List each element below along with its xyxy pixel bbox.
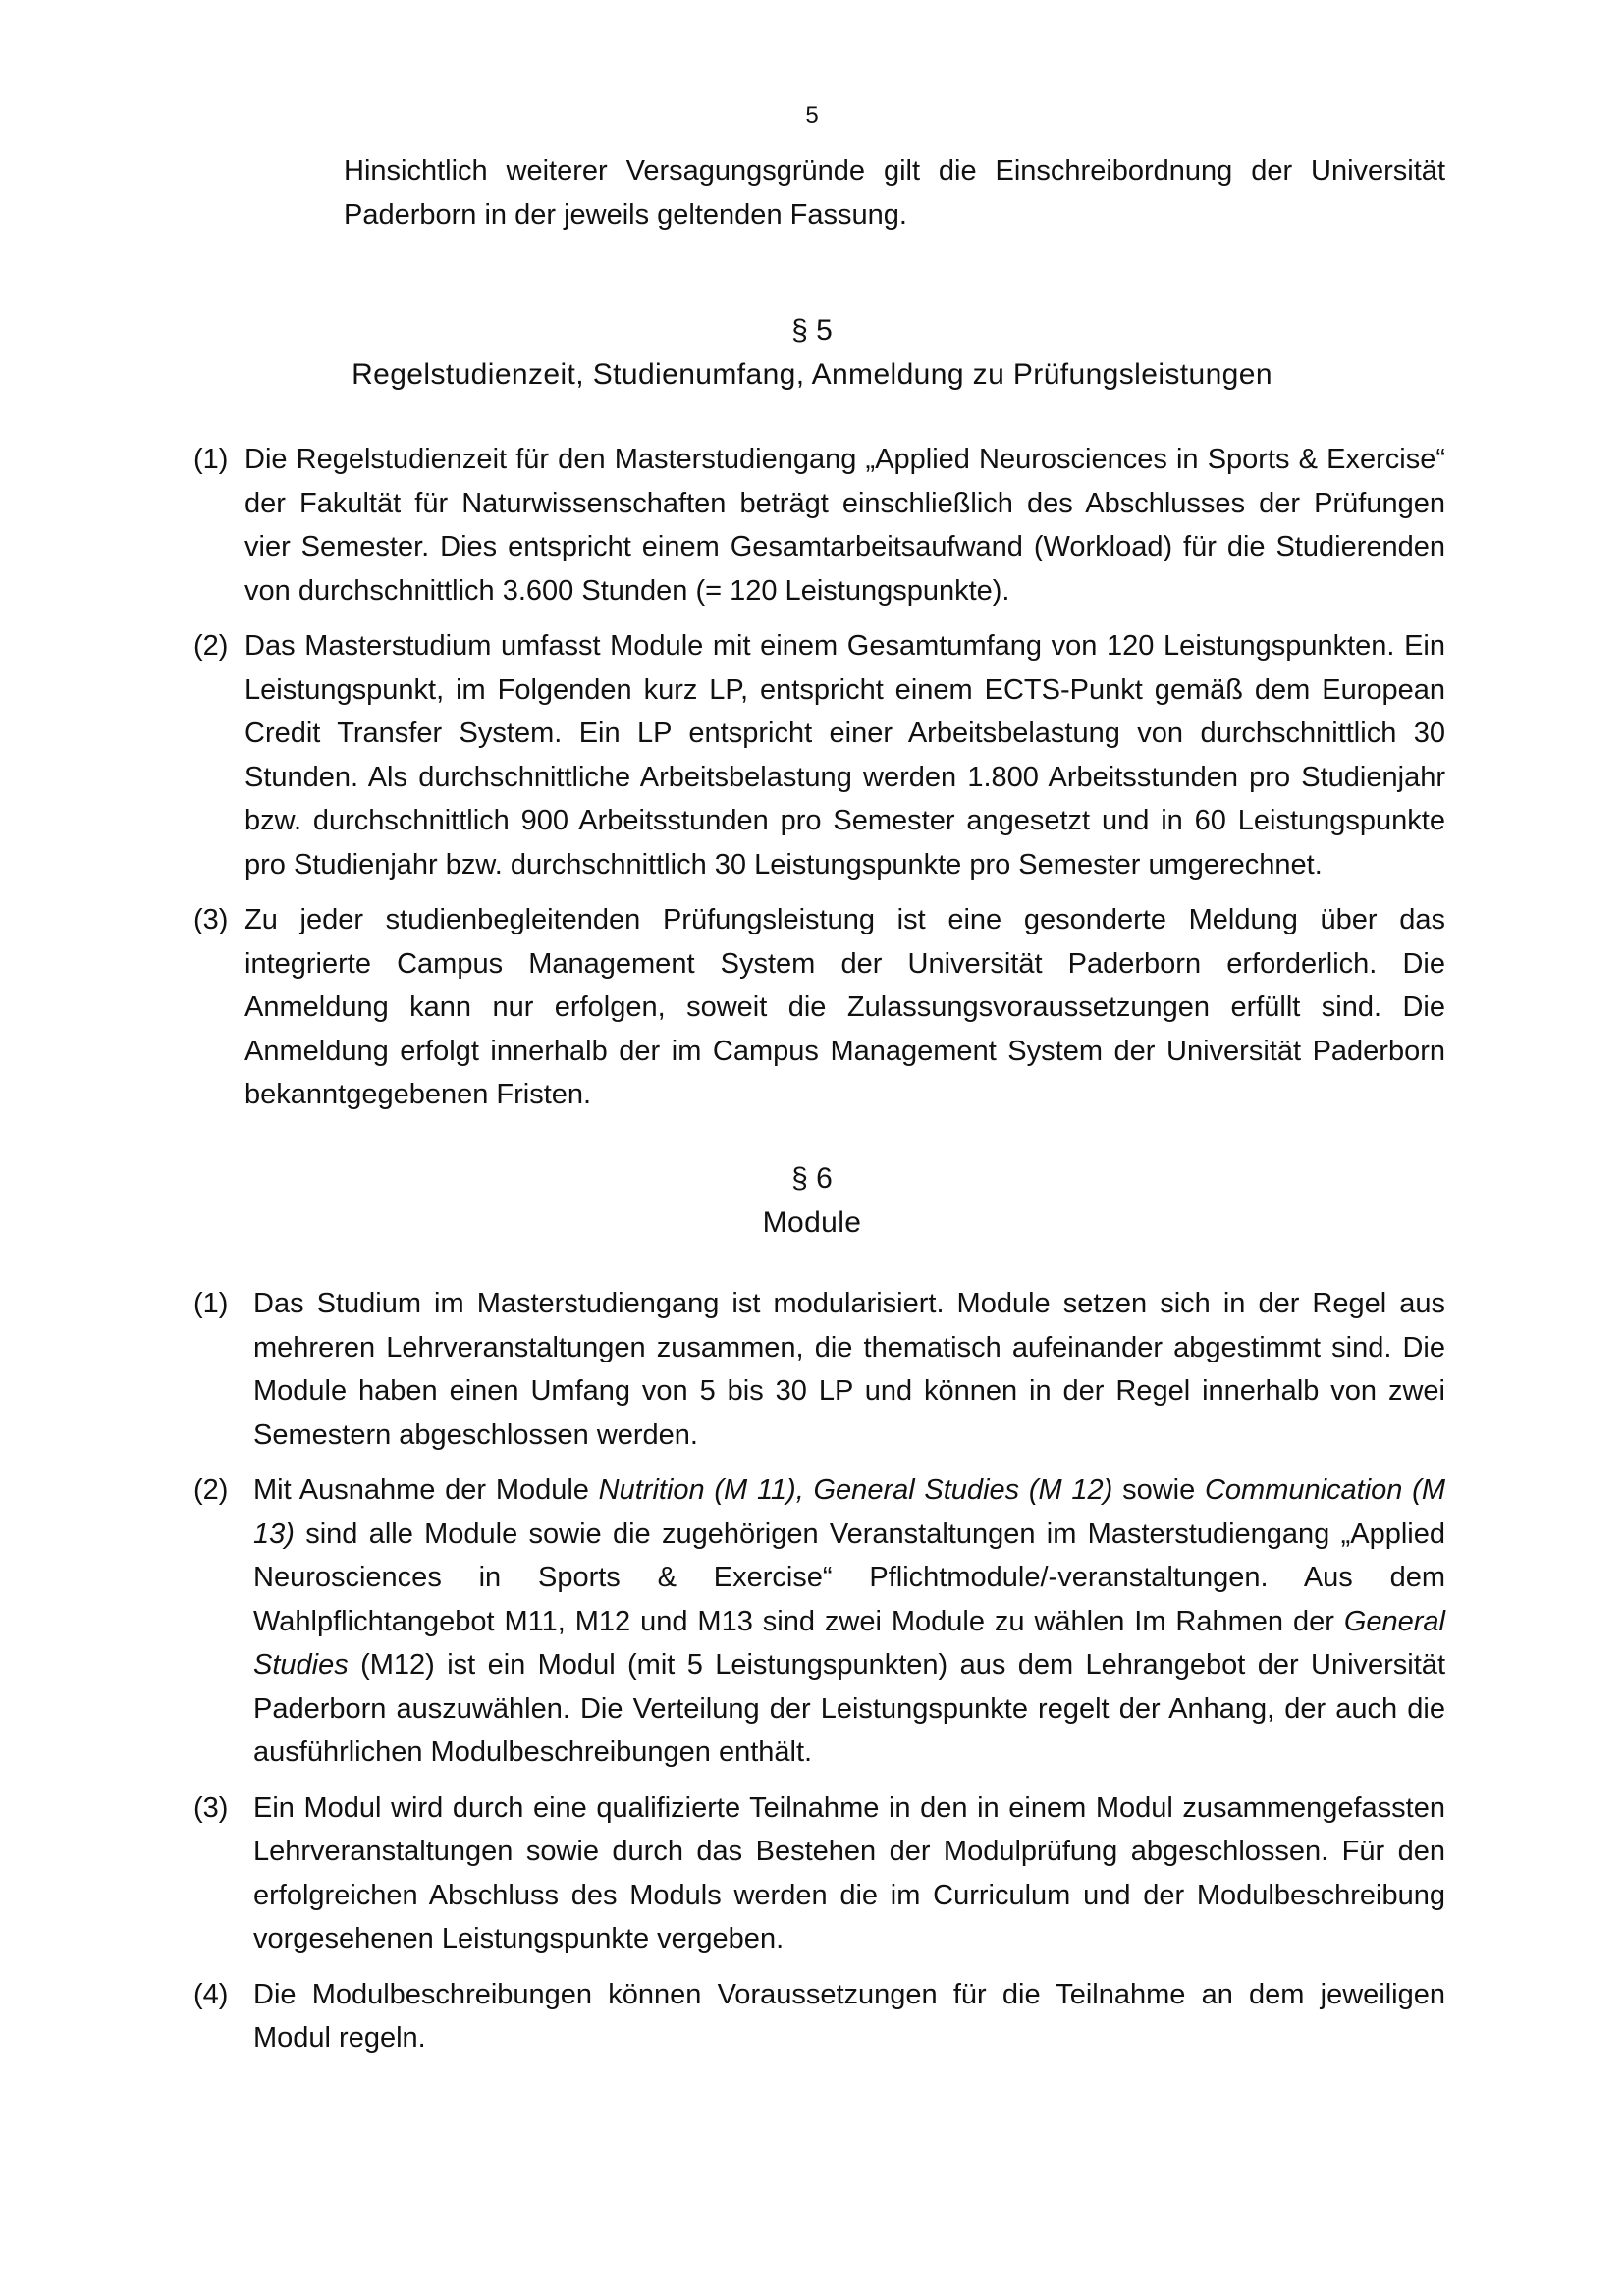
module-reference-nutrition-general-studies: Nutrition (M 11), General Studies (M 12): [598, 1474, 1113, 1506]
section-6-heading: [0, 1156, 1624, 1245]
item-text-part: sind alle Module sowie die zugehörigen Veranstaltungen im Masterstudiengang „Applied Neurosciences in Sports & Exercise“ Pflichtmodule/-veranstaltungen. Aus dem Wahlpflichtangebot M11, M12 und M13 sind zwei Module zu wählen Im Rahmen der: [253, 1518, 1445, 1637]
item-text-part: sowie: [1112, 1474, 1205, 1506]
item-number: (2): [193, 1474, 229, 1506]
item-number: (1): [193, 1288, 229, 1319]
section-5-item-1: [193, 438, 1445, 613]
item-number: (3): [193, 1791, 229, 1824]
item-text: Die Modulbeschreibungen können Voraussetzungen für die Teilnahme an dem jeweiligen Modul regeln.: [253, 1978, 1445, 2054]
item-text-part: Mit Ausnahme der Module: [253, 1474, 599, 1506]
item-number: (4): [193, 1978, 229, 2010]
section-5-heading: [0, 308, 1624, 397]
intro-paragraph: Hinsichtlich weiterer Versagungsgründe gilt die Einschreibordnung der Universität Paderborn in der jeweils geltenden Fassung.: [344, 155, 1445, 231]
section-6-item-2: [193, 1468, 1445, 1775]
item-text: Zu jeder studienbegleitenden Prüfungsleistung ist eine gesonderte Meldung über das integrierte Campus Management System der Universität Paderborn erforderlich. Die Anmeldung kann nur erfolgen, soweit die Zulassungsvoraussetzungen erfüllt sind. Die Anmeldung erfolgt innerhalb der im Campus Management System der Universität Paderborn bekanntgegebenen Fristen.: [244, 904, 1445, 1110]
item-text: Die Regelstudienzeit für den Masterstudiengang „Applied Neurosciences in Sports & Exercise“ der Fakultät für Naturwissenschaften beträgt einschließlich des Abschlusses der Prüfungen vier Semester. Dies entspricht einem Gesamtarbeitsaufwand (Workload) für die Studierenden von durchschnittlich 3.600 Stunden (= 120 Leistungspunkte).: [244, 444, 1445, 607]
section-6-item-1: [193, 1282, 1445, 1457]
item-text: Ein Modul wird durch eine qualifizierte Teilnahme in den in einem Modul zusammengefassten Lehrveranstaltungen sowie durch das Bestehen der Modulprüfung abgeschlossen. Für den erfolgreichen Abschluss des Moduls werden die im Curriculum und der Modulbeschreibung vorgesehenen Leistungspunkte vergeben.: [253, 1791, 1445, 1954]
item-text-part: (M12) ist ein Modul (mit 5 Leistungspunkten) aus dem Lehrangebot der Universität Paderborn auszuwählen. Die Verteilung der Leistungspunkte regelt der Anhang, der auch die ausführlichen Modulbeschreibungen enthält.: [253, 1649, 1445, 1768]
item-text: Das Studium im Masterstudiengang ist modularisiert. Module setzen sich in der Regel aus mehreren Lehrveranstaltungen zusammen, die thematisch aufeinander abgestimmt sind. Die Module haben einen Umfang von 5 bis 30 LP und können in der Regel innerhalb von zwei Semestern abgeschlossen werden.: [253, 1288, 1445, 1451]
section-5-item-2: [193, 624, 1445, 886]
item-number: (3): [193, 904, 229, 935]
section-5-item-3: [193, 898, 1445, 1117]
section-6-item-4: [193, 1973, 1445, 2060]
module-reference-general-studies: General Studies: [253, 1605, 1445, 1681]
section-5-symbol: § 5: [791, 314, 833, 347]
section-5-list: [193, 438, 1445, 1129]
section-6-title: Module: [762, 1206, 862, 1239]
item-number: (1): [193, 444, 229, 475]
item-text: [253, 1468, 1445, 1775]
page-number: 5: [805, 102, 819, 129]
module-reference-communication: Communication (M 13): [253, 1474, 1445, 1550]
item-number: (2): [193, 630, 229, 662]
section-5-title: Regelstudienzeit, Studienumfang, Anmeldung zu Prüfungsleistungen: [352, 358, 1272, 391]
section-6-item-3: [193, 1787, 1445, 1961]
section-6-list: [193, 1282, 1445, 2072]
section-6-symbol: § 6: [791, 1162, 833, 1195]
item-text: Das Masterstudium umfasst Module mit einem Gesamtumfang von 120 Leistungspunkten. Ein Leistungspunkt, im Folgenden kurz LP, entspricht einem ECTS-Punkt gemäß dem European Credit Transfer System. Ein LP entspricht einer Arbeitsbelastung von durchschnittlich 30 Stunden. Als durchschnittliche Arbeitsbelastung werden 1.800 Arbeitsstunden pro Studienjahr bzw. durchschnittlich 900 Arbeitsstunden pro Semester angesetzt und in 60 Leistungspunkte pro Studienjahr bzw. durchschnittlich 30 Leistungspunkte pro Semester umgerechnet.: [244, 630, 1445, 881]
